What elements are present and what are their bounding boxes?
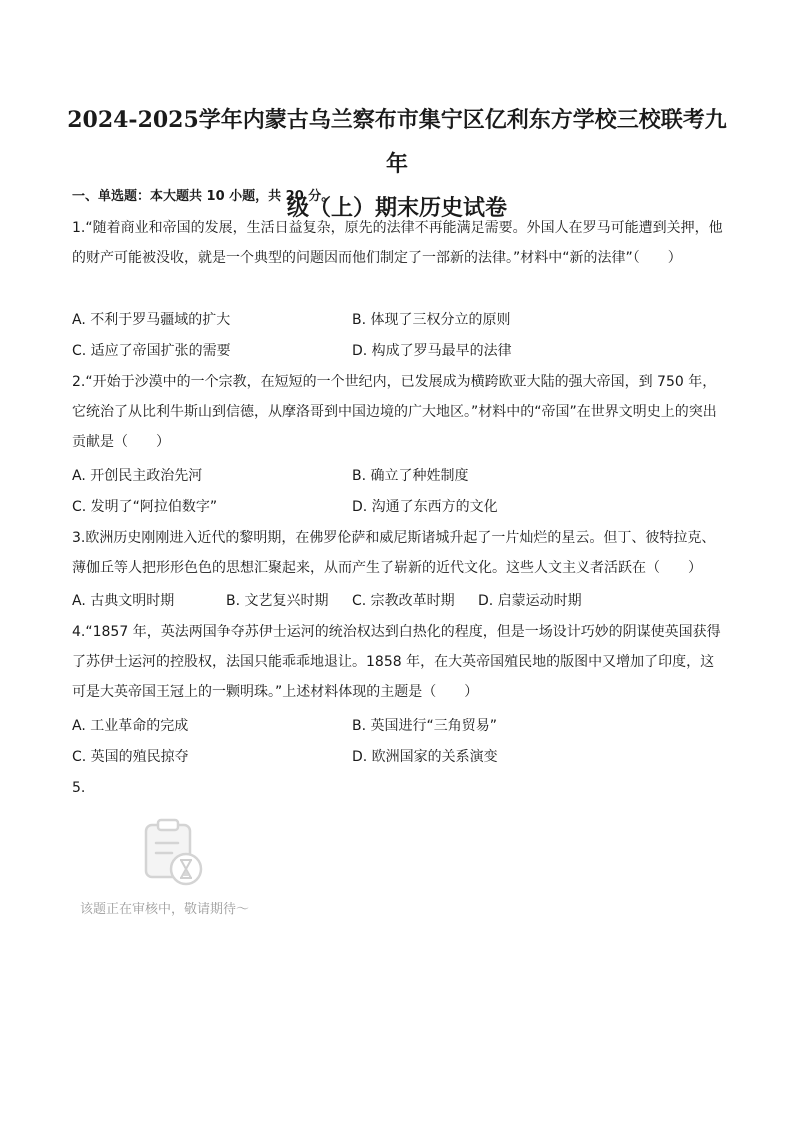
question-3-option-c[interactable]: C. 宗教改革时期	[352, 593, 455, 609]
question-5-stem: 5.	[72, 780, 86, 796]
question-1-option-b[interactable]: B. 体现了三权分立的原则	[352, 312, 511, 328]
question-pending-placeholder	[80, 815, 300, 925]
exam-title-line-2: 级（上）期末历史试卷	[286, 195, 507, 221]
question-1-option-a[interactable]: A. 不利于罗马疆域的扩大	[72, 312, 231, 328]
question-2-option-c[interactable]: C. 发明了“阿拉伯数字”	[72, 499, 218, 515]
section-heading: 一、单选题：本大题共 10 小题，共 20 分。	[72, 189, 335, 204]
question-2-option-b[interactable]: B. 确立了种姓制度	[352, 468, 469, 484]
question-4-option-c[interactable]: C. 英国的殖民掠夺	[72, 749, 189, 765]
question-2-option-a[interactable]: A. 开创民主政治先河	[72, 468, 203, 484]
clipboard-hourglass-icon	[140, 815, 210, 890]
question-4-option-a[interactable]: A. 工业革命的完成	[72, 718, 189, 734]
question-4-option-d[interactable]: D. 欧洲国家的关系演变	[352, 749, 498, 765]
question-1-option-d[interactable]: D. 构成了罗马最早的法律	[352, 343, 512, 359]
question-2-stem: 2.“开始于沙漠中的一个宗教，在短短的一个世纪内，已发展成为横跨欧亚大陆的强大帝国，到 750 年，它统治了从比利牛斯山到信德，从摩洛哥到中国边境的广大地区。”材料中的“帝国”在世界文明史上的突出贡献是（ ）	[72, 374, 717, 450]
question-3-option-d[interactable]: D. 启蒙运动时期	[478, 593, 582, 609]
pending-message: 该题正在审核中，敬请期待～	[80, 902, 250, 917]
question-1-stem: 1.“随着商业和帝国的发展，生活日益复杂，原先的法律不再能满足需要。外国人在罗马可能遭到关押，他的财产可能被没收，就是一个典型的问题因而他们制定了一部新的法律。”材料中“新的法律”（ ）	[72, 220, 723, 266]
question-1-option-c[interactable]: C. 适应了帝国扩张的需要	[72, 343, 231, 359]
question-4-stem: 4.“1857 年，英法两国争夺苏伊士运河的统治权达到白热化的程度，但是一场设计巧妙的阴谋使英国获得了苏伊士运河的控股权，法国只能乖乖地退让。1858 年，在大英帝国殖民地的版图中又增加了印度，这可是大英帝国王冠上的一颗明珠。”上述材料体现的主题是（ ）	[72, 624, 721, 700]
question-3-stem: 3.欧洲历史刚刚进入近代的黎明期，在佛罗伦萨和威尼斯诸城升起了一片灿烂的星云。但丁、彼特拉克、薄伽丘等人把形形色色的思想汇聚起来，从而产生了崭新的近代文化。这些人文主义者活跃在（ ）	[72, 530, 716, 576]
exam-title	[60, 98, 734, 230]
exam-title-line-1: 2024-2025学年内蒙古乌兰察布市集宁区亿利东方学校三校联考九年	[67, 107, 727, 177]
question-2-option-d[interactable]: D. 沟通了东西方的文化	[352, 499, 498, 515]
question-3-option-b[interactable]: B. 文艺复兴时期	[226, 593, 329, 609]
question-4-option-b[interactable]: B. 英国进行“三角贸易”	[352, 718, 498, 734]
question-3-option-a[interactable]: A. 古典文明时期	[72, 593, 175, 609]
